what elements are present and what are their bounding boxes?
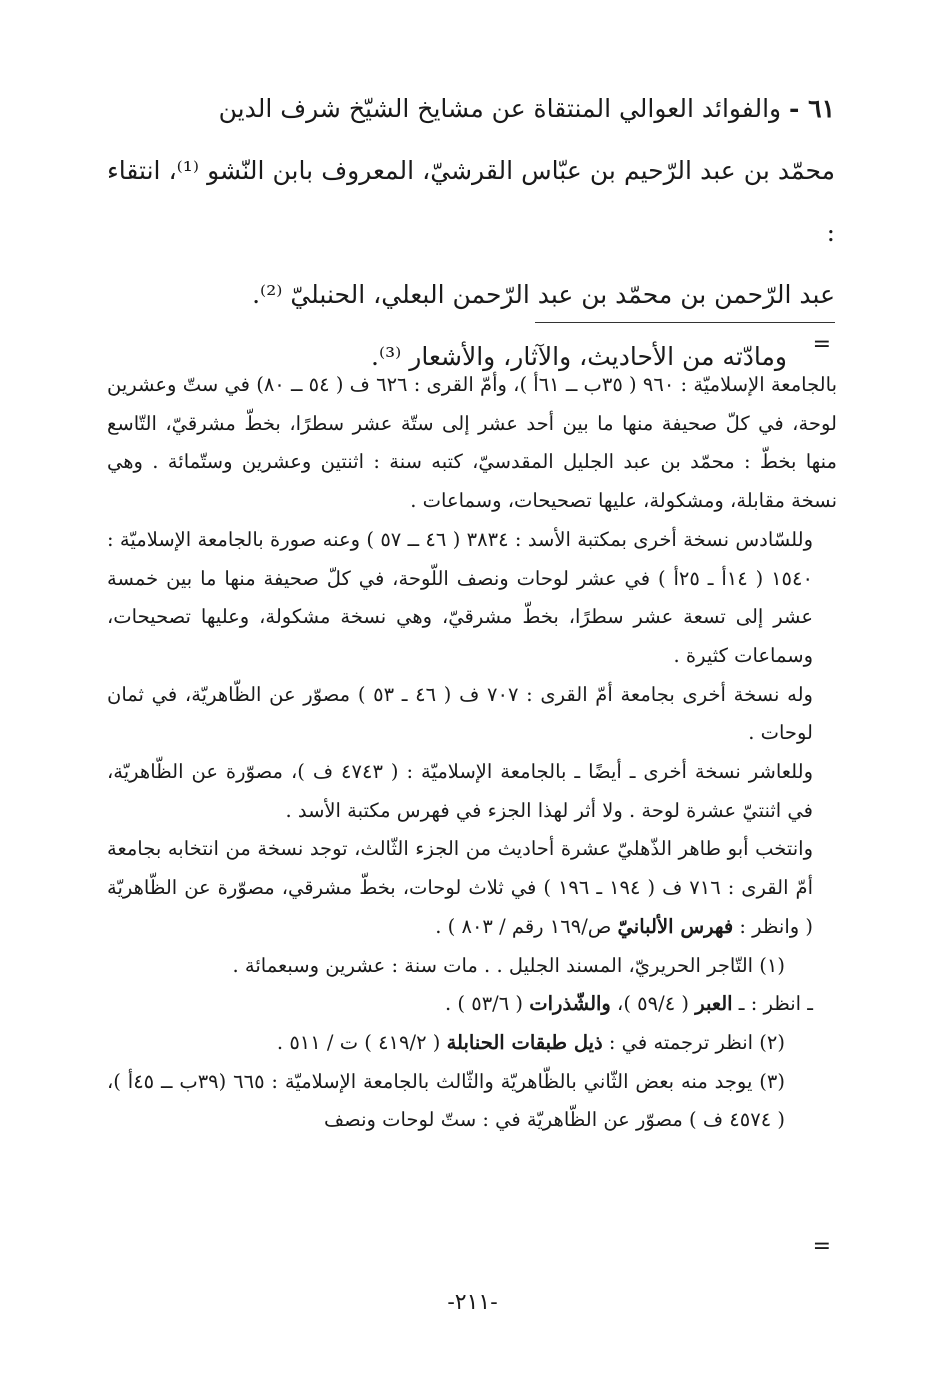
- fn1b-source-2: والشّذرات: [529, 992, 611, 1016]
- continuation-mark-bottom: =: [812, 1234, 831, 1259]
- footnotes: [107, 366, 837, 1140]
- fn1b-text-mid: ( ٥٩/٤ )،: [610, 992, 696, 1016]
- main-line-1: [107, 78, 835, 140]
- p5-text-before: وانتخب أبو طاهر الذّهليّ عشرة أحاديث من الجزء الثّالث، توجد نسخة من انتخابه بجامعة أمّ القرى : ٧١٦ ف ( ١٩٤ ـ ١٩٦ ) في ثلاث لوحات، بخطّ مشرقي، مصوّرة عن الظّاهريّة ( وانظر :: [107, 837, 813, 938]
- p5-source-title: فهرس الألبانيّ: [617, 914, 734, 938]
- footnote-continuation-p2: وللسّادس نسخة أخرى بمكتبة الأسد : ٣٨٣٤ ( ٤٦ ــ ٥٧ ) وعنه صورة بالجامعة الإسلاميّة : ١٥٤٠ ( ١٤أ ـ ٢٥أ ) في عشر لوحات ونصف اللّوحة، في كلّ صحيفة منها ما بين خمسة عشر إلى تسعة عشر سطرًا، بخطّ مشرقيّ، وهي نسخة مشكولة، وعليها تصحيحات، وسماعات كثيرة .: [107, 527, 813, 667]
- footnote-continuation-p1: بالجامعة الإسلاميّة : ٩٦٠ ( ٣٥ب ــ ٦١أ )، وأمّ القرى : ٦٢٦ ف ( ٥٤ ــ ٨٠) في ستّ وعشرين لوحة، في كلّ صحيفة منها ما بين أحد عشر إلى ستّة عشر سطرًا، بخطّ مشرقيّ، التّاسع منها بخطّ : محمّد بن عبد الجليل المقدسيّ، كتبه سنة : اثنتين وعشرين وستّمائة . وهي نسخة مقابلة، ومشكولة، عليها تصحيحات، وسماعات .: [107, 373, 837, 513]
- entry-title: والفوائد العوالي المنتقاة عن مشايخ الشيّخ شرف الدين: [218, 94, 782, 123]
- main-line-2: محمّد بن عبد الرّحيم بن عبّاس القرشيّ، المعروف بابن النّشو ⁽¹⁾، انتقاء :: [107, 156, 835, 247]
- main-line-3: عبد الرّحمن بن محمّد بن عبد الرّحمن البعلي، الحنبليّ ⁽²⁾.: [252, 280, 835, 309]
- p5-text-after: ص/١٦٩ رقم / ٨٠٣ ) .: [435, 914, 618, 938]
- footnote-continuation-p5: [107, 830, 837, 946]
- fn2-text-after: ( ٤١٩/٢ ) ت / ٥١١ .: [276, 1030, 447, 1054]
- fn2-source-title: ذيل طبقات الحنابلة: [446, 1030, 603, 1054]
- footnote-continuation-p4: وللعاشر نسخة أخرى ـ أيضًا ـ بالجامعة الإسلاميّة : ( ٤٧٤٣ ف )، مصوّرة عن الظّاهريّة، في اثنتيّ عشرة لوحة . ولا أثر لهذا الجزء في فهرس مكتبة الأسد .: [107, 760, 813, 822]
- main-line-4: ومادّته من الأحاديث، والآثار، والأشعار ⁽³⁾.: [371, 342, 787, 371]
- footnote-3: (٣) يوجد منه بعض الثّاني بالظّاهريّة والثّالث بالجامعة الإسلاميّة : ٦٦٥ (٣٩ب ــ ٤٥أ )، ( ٤٥٧٤ ف ) مصوّر عن الظّاهريّة في : ستّ لوحات ونصف: [107, 1069, 785, 1132]
- entry-number: ٦١ -: [789, 94, 835, 123]
- fn1b-text-before: ـ انظر : ـ: [732, 992, 813, 1016]
- fn2-text-before: (٢) انظر ترجمته في :: [602, 1030, 785, 1054]
- continuation-mark-top: =: [812, 332, 831, 357]
- fn1b-text-after: ( ٥٣/٦ ) .: [445, 992, 530, 1016]
- fn1b-source-1: العبر: [695, 992, 733, 1016]
- footnote-2: [107, 1024, 837, 1063]
- main-text: [107, 78, 835, 388]
- footnote-1: (١) التّاجر الحريريّ، المسند الجليل . . مات سنة : عشرين وسبعمائة .: [232, 953, 785, 977]
- footnote-1-refs: [107, 985, 837, 1024]
- footnote-separator: [535, 322, 835, 323]
- page-number: -٢١١-: [447, 1290, 498, 1315]
- footnote-continuation-p3: وله نسخة أخرى بجامعة أمّ القرى : ٧٠٧ ف ( ٤٦ ـ ٥٣ ) مصوّر عن الظّاهريّة، في ثمان لوحات .: [107, 682, 813, 745]
